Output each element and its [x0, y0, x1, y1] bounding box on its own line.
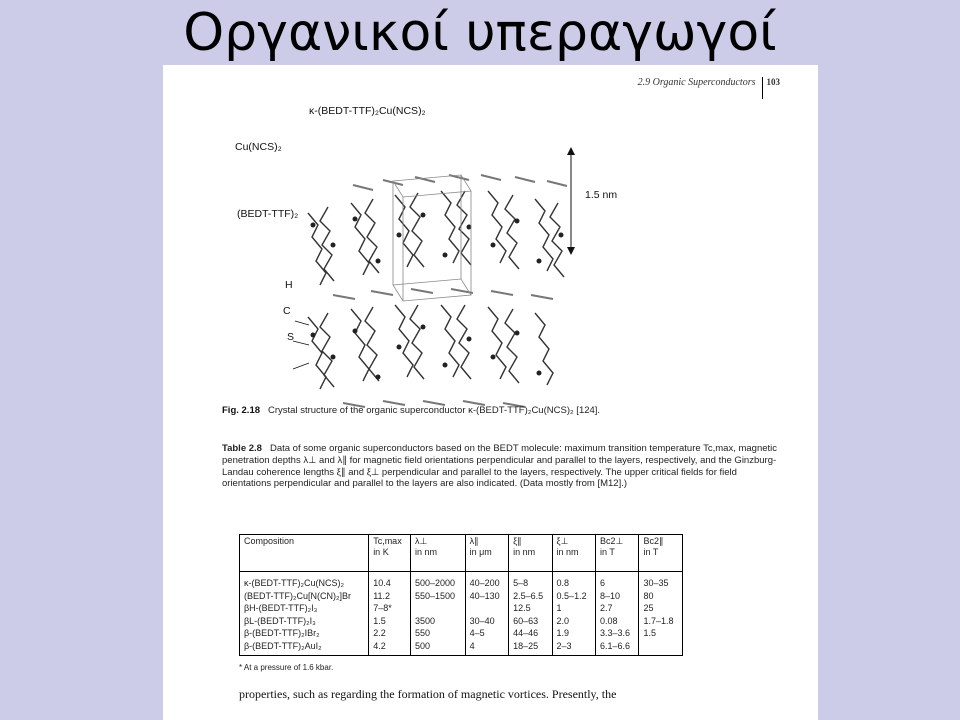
- atom-dots: [311, 213, 564, 380]
- header-xi-par: ξ∥ in nm: [509, 535, 552, 572]
- header-section: 2.9 Organic Superconductors: [637, 77, 756, 88]
- header-lambda-par: λ∥ in μm: [465, 535, 508, 572]
- scale-bar: [561, 145, 581, 257]
- header-bc2-par: Bc2∥ in T: [639, 535, 683, 572]
- figure-caption-text: Crystal structure of the organic superconductor κ-(BEDT-TTF)₂Cu(NCS)₂ [124].: [268, 405, 601, 416]
- header-xi-perp: ξ⊥ in nm: [552, 535, 595, 572]
- body-text: properties, such as regarding the formation of magnetic vortices. Presently, the: [239, 687, 617, 701]
- table-row: βL-(BEDT-TTF)₂I₃ 1.5 3500 30–40 60–63 2.0 0.08 1.7–1.8: [240, 615, 683, 628]
- figure-caption-id: Fig. 2.18: [222, 405, 261, 416]
- slide-title: Οργανικοί υπεραγωγοί: [183, 3, 777, 63]
- label-pointers: [293, 321, 309, 369]
- header-divider: [762, 77, 763, 99]
- table-header-row: [240, 535, 683, 572]
- table-row: βH-(BEDT-TTF)₂I₃ 7–8* 12.5 1 2.7 25: [240, 602, 683, 615]
- figure-caption: [222, 405, 782, 416]
- label-carbon: C: [283, 305, 291, 317]
- table-footnote: * At a pressure of 1.6 kbar.: [239, 663, 334, 672]
- book-page: [163, 65, 818, 720]
- table-caption-id: Table 2.8: [222, 443, 262, 454]
- table-row: β-(BEDT-TTF)₂IBr₂ 2.2 550 4–5 44–46 1.9 3.3–3.6 1.5: [240, 627, 683, 640]
- label-bedt-ttf: (BEDT-TTF)₂: [237, 208, 299, 220]
- header-page-number: 103: [766, 77, 780, 87]
- page-header: [638, 77, 780, 99]
- table-row: (BEDT-TTF)₂Cu[N(CN)₂]Br 11.2 550–1500 40–130 2.5–6.5 0.5–1.2 8–10 80: [240, 590, 683, 603]
- header-lambda-perp: λ⊥ in nm: [410, 535, 465, 572]
- molecule-layers: [308, 191, 564, 389]
- label-sulfur: S: [287, 331, 295, 343]
- scale-label: 1.5 nm: [585, 189, 618, 201]
- label-hydrogen: H: [285, 279, 293, 291]
- figure-title: κ-(BEDT-TTF)₂Cu(NCS)₂: [309, 105, 426, 117]
- header-bc2-perp: Bc2⊥ in T: [596, 535, 639, 572]
- data-table: [239, 534, 683, 656]
- table-row: κ-(BEDT-TTF)₂Cu(NCS)₂ 10.4 500–2000 40–200 5–8 0.8 6 30–35: [240, 572, 683, 590]
- header-composition: Composition: [240, 535, 369, 572]
- label-cu-ncs: Cu(NCS)₂: [235, 141, 282, 153]
- unit-cell-box: [393, 175, 471, 301]
- table-caption: [222, 443, 782, 490]
- table-caption-text: Data of some organic superconductors based on the BEDT molecule: maximum transition temperature Tc,max, magnetic penetration depths λ⊥ and λ∥ for magnetic field orientations perpendicular and parallel to the layers, respectively, and the Ginzburg-Landau coherence lengths ξ∥ and ξ⊥ perpendicular and parallel to the layers, respectively. The upper critical fields for field orientations perpendicular and parallel to the layers are also indicated. (Data mostly from [M12].): [222, 443, 778, 490]
- table-row: β-(BEDT-TTF)₂AuI₂ 4.2 500 4 18–25 2–3 6.1–6.6: [240, 640, 683, 656]
- header-tc: Tc,max in K: [369, 535, 411, 572]
